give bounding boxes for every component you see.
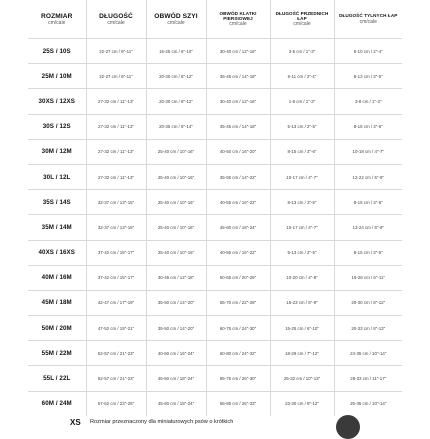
size-cell: 40M / 16M <box>28 265 86 290</box>
measurement-cell: 20-30 cm / 8"-12" <box>334 290 402 315</box>
column-header-title: DŁUGOŚĆ <box>99 12 133 20</box>
column-header-title: ROZMIAR <box>41 12 73 20</box>
measurement-cell: 20-30 cm / 8"-12" <box>146 89 206 114</box>
size-cell: 35M / 14M <box>28 215 86 240</box>
measurement-cell: 28-33 cm / 11"-17" <box>334 366 402 391</box>
measurement-cell: 55-70 cm / 22"-28" <box>206 290 270 315</box>
measurement-cell: 3-5 cm / 1"-3" <box>270 39 334 64</box>
measurement-cell: 10-20 cm / 4"-8" <box>270 265 334 290</box>
measurement-cell: 25-40 cm / 10"-16" <box>146 190 206 215</box>
measurement-cell: 15-28 cm / 6"-11" <box>334 265 402 290</box>
table-row <box>28 164 402 189</box>
column-header <box>146 0 206 39</box>
measurement-cell: 40-50 cm / 16"-20" <box>206 139 270 164</box>
table-row <box>28 89 402 114</box>
measurement-cell: 5-10 cm / 2"-4" <box>334 39 402 64</box>
table-row <box>28 139 402 164</box>
column-header-unit: cm/cale <box>293 21 311 28</box>
measurement-cell: 5-13 cm / 2"-5" <box>270 240 334 265</box>
size-cell: 25S / 10S <box>28 39 86 64</box>
measurement-cell: 35-45 cm / 14"-18" <box>206 64 270 89</box>
measurement-cell: 27-32 cm / 11"-13" <box>86 164 146 189</box>
size-cell: 55M / 22M <box>28 341 86 366</box>
size-cell: 60M / 24M <box>28 391 86 416</box>
column-header <box>270 0 334 39</box>
measurement-cell: 35-50 cm / 14"-20" <box>146 316 206 341</box>
column-header-title: DŁUGOŚĆ TYLNYCH ŁAP <box>339 13 398 19</box>
measurement-cell: 8-15 cm / 3"-6" <box>334 190 402 215</box>
measurement-cell: 42-47 cm / 17"-19" <box>86 290 146 315</box>
measurement-cell: 35-45 cm / 14"-18" <box>206 114 270 139</box>
column-header <box>206 0 270 39</box>
measurement-cell: 6-11 cm / 2"-4" <box>270 64 334 89</box>
measurement-cell: 8-15 cm / 3"-6" <box>334 240 402 265</box>
measurement-cell: 37-42 cm / 15"-17" <box>86 265 146 290</box>
measurement-cell: 22-27 cm / 9"-11" <box>86 39 146 64</box>
table-header-row <box>28 0 402 39</box>
table-row <box>28 190 402 215</box>
table-row <box>28 341 402 366</box>
table-row <box>28 391 402 416</box>
size-cell: 50M / 20M <box>28 316 86 341</box>
measurement-cell: 52-57 cm / 21"-23" <box>86 366 146 391</box>
measurement-cell: 10-17 cm / 4"-7" <box>270 215 334 240</box>
measurement-cell: 25-35 cm / 10"-14" <box>334 391 402 416</box>
column-header-unit: cm/cale <box>107 19 125 26</box>
size-table <box>28 0 402 416</box>
measurement-cell: 37-42 cm / 15"-17" <box>86 240 146 265</box>
size-cell: 30L / 12L <box>28 164 86 189</box>
size-cell: 35S / 14S <box>28 190 86 215</box>
column-header-unit: cm/cale <box>48 19 66 26</box>
measurement-cell: 50-65 cm / 20"-26" <box>206 265 270 290</box>
measurement-cell: 12-22 cm / 5"-9" <box>334 164 402 189</box>
measurement-cell: 52-57 cm / 21"-23" <box>86 341 146 366</box>
measurement-cell: 15-25 cm / 6"-10" <box>270 316 334 341</box>
size-cell: 30XS / 12XS <box>28 89 86 114</box>
column-header-unit: cm/cale <box>229 21 247 28</box>
measurement-cell: 10-17 cm / 4"-7" <box>270 164 334 189</box>
table-row <box>28 366 402 391</box>
measurement-cell: 47-52 cm / 19"-21" <box>86 316 146 341</box>
table-row <box>28 290 402 315</box>
measurement-cell: 65-85 cm / 26"-33" <box>206 391 270 416</box>
measurement-cell: 40-60 cm / 16"-24" <box>146 341 206 366</box>
measurement-cell: 25-40 cm / 10"-16" <box>146 215 206 240</box>
measurement-cell: 45-60 cm / 18"-24" <box>146 391 206 416</box>
measurement-cell: 15-23 cm / 6"-9" <box>270 290 334 315</box>
measurement-cell: 27-32 cm / 11"-13" <box>86 139 146 164</box>
measurement-cell: 8-15 cm / 3"-6" <box>270 139 334 164</box>
measurement-cell: 57-62 cm / 23"-25" <box>86 391 146 416</box>
measurement-cell: 45-60 cm / 18"-24" <box>206 215 270 240</box>
table-row <box>28 265 402 290</box>
measurement-cell: 40-55 cm / 16"-22" <box>206 240 270 265</box>
table-row <box>28 240 402 265</box>
measurement-cell: 8-15 cm / 3"-6" <box>334 114 402 139</box>
table-row <box>28 316 402 341</box>
measurement-cell: 10-18 cm / 4"-7" <box>334 139 402 164</box>
measurement-cell: 8-13 cm / 3"-5" <box>334 64 402 89</box>
measurement-cell: 45-60 cm / 18"-24" <box>146 366 206 391</box>
measurement-cell: 8-13 cm / 3"-5" <box>270 190 334 215</box>
measurement-cell: 20-30 cm / 8"-12" <box>146 64 206 89</box>
measurement-cell: 25-32 cm / 10"-13" <box>270 366 334 391</box>
column-header-title: OBWÓD KLATKI PIERSIOWEJ <box>219 10 257 21</box>
size-cell: 25M / 10M <box>28 64 86 89</box>
measurement-cell: 22-27 cm / 9"-11" <box>86 64 146 89</box>
footnote-size-label: XS <box>70 418 81 427</box>
measurement-cell: 15-25 cm / 6"-10" <box>146 39 206 64</box>
measurement-cell: 27-32 cm / 11"-13" <box>86 114 146 139</box>
measurement-cell: 23-30 cm / 9"-12" <box>270 391 334 416</box>
measurement-cell: 30-40 cm / 12"-16" <box>206 89 270 114</box>
footnote-text: Rozmiar przeznaczony dla miniaturowych psów o krótkich <box>90 419 234 425</box>
column-header <box>334 0 402 39</box>
size-cell: 55L / 22L <box>28 366 86 391</box>
table-row <box>28 39 402 64</box>
size-cell: 45M / 18M <box>28 290 86 315</box>
measurement-cell: 24-35 cm / 10"-14" <box>334 341 402 366</box>
measurement-cell: 60-80 cm / 24"-32" <box>206 341 270 366</box>
measurement-cell: 5-13 cm / 2"-5" <box>270 114 334 139</box>
table-row <box>28 64 402 89</box>
measurement-cell: 32-37 cm / 13"-15" <box>86 215 146 240</box>
measurement-cell: 13-24 cm / 5"-9" <box>334 215 402 240</box>
measurement-cell: 25-40 cm / 10"-16" <box>146 164 206 189</box>
table-row <box>28 215 402 240</box>
column-header-unit: cm/cale <box>359 18 377 25</box>
measurement-cell: 1-8 cm / 1"-3" <box>270 89 334 114</box>
column-header <box>28 0 86 39</box>
measurement-cell: 25-40 cm / 10"-16" <box>146 139 206 164</box>
measurement-cell: 35-50 cm / 14"-20" <box>146 290 206 315</box>
column-header-title: DŁUGOŚĆ PRZEDNICH ŁAP <box>275 10 329 21</box>
measurement-cell: 65-75 cm / 26"-30" <box>206 366 270 391</box>
measurement-cell: 20-35 cm / 8"-14" <box>146 114 206 139</box>
measurement-cell: 30-40 cm / 12"-16" <box>206 39 270 64</box>
measurement-cell: 30-45 cm / 12"-18" <box>146 265 206 290</box>
measurement-cell: 40-55 cm / 16"-22" <box>206 190 270 215</box>
column-header-title: OBWÓD SZYI <box>154 12 198 20</box>
size-cell: 30M / 12M <box>28 139 86 164</box>
table-row <box>28 114 402 139</box>
size-cell: 40XS / 16XS <box>28 240 86 265</box>
measurement-cell: 32-37 cm / 13"-15" <box>86 190 146 215</box>
measurement-cell: 3-8 cm / 1"-3" <box>334 89 402 114</box>
round-badge-icon <box>336 415 360 439</box>
measurement-cell: 35-55 cm / 14"-22" <box>206 164 270 189</box>
measurement-cell: 60-75 cm / 24"-30" <box>206 316 270 341</box>
column-header-unit: cm/cale <box>167 19 185 26</box>
measurement-cell: 25-40 cm / 10"-16" <box>146 240 206 265</box>
measurement-cell: 27-32 cm / 11"-13" <box>86 89 146 114</box>
column-header <box>86 0 146 39</box>
measurement-cell: 20-33 cm / 8"-13" <box>334 316 402 341</box>
table-body <box>28 39 402 416</box>
size-cell: 30S / 12S <box>28 114 86 139</box>
size-chart <box>28 0 402 416</box>
measurement-cell: 18-29 cm / 7"-12" <box>270 341 334 366</box>
